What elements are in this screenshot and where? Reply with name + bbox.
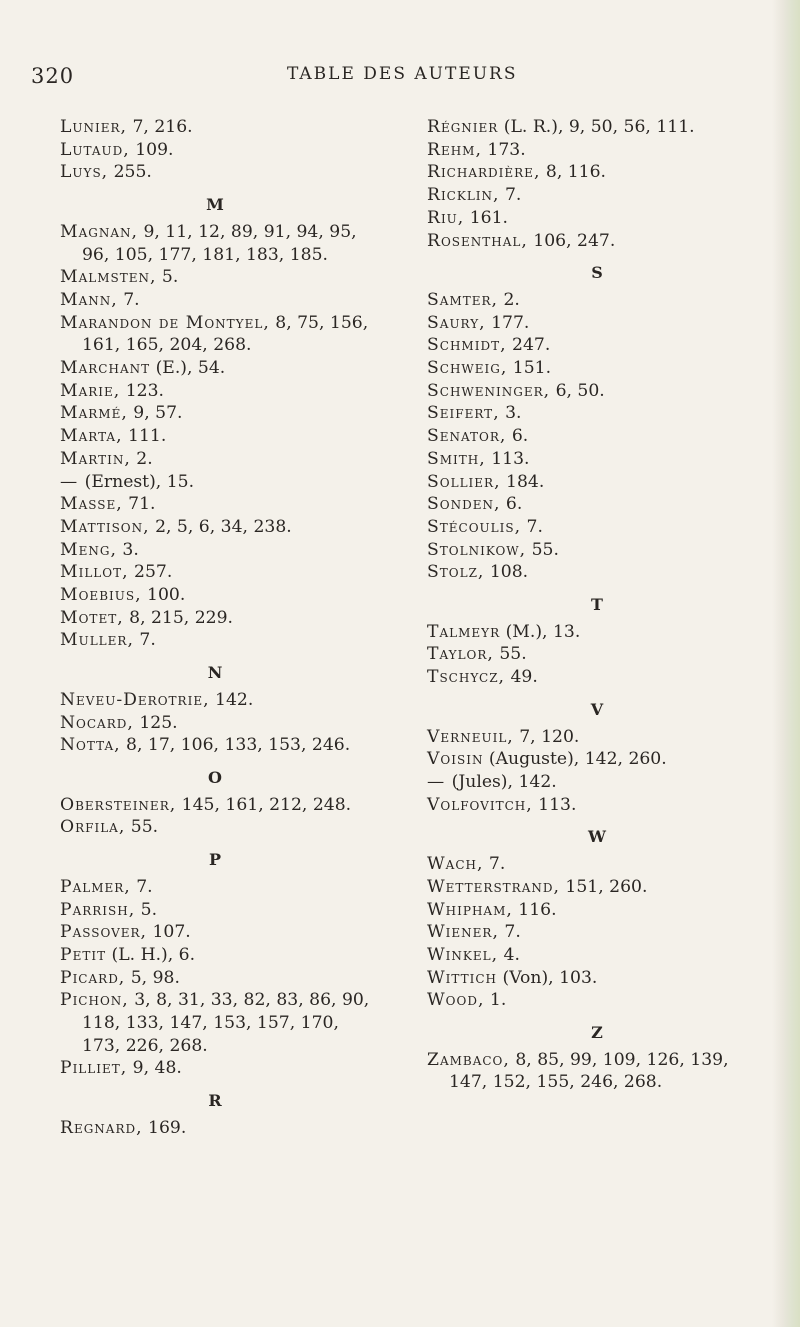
index-entry bbox=[60, 561, 370, 584]
page-references: 55. bbox=[526, 539, 559, 560]
author-name: Parrish, bbox=[60, 899, 136, 920]
section-letter: O bbox=[208, 767, 222, 787]
index-entry bbox=[60, 876, 370, 899]
author-name: — bbox=[427, 771, 452, 792]
index-entry bbox=[60, 921, 370, 944]
author-name: Regnard, bbox=[60, 1117, 143, 1138]
page-references: 3. bbox=[116, 539, 139, 560]
author-name: Wood, bbox=[427, 990, 485, 1011]
index-entry bbox=[60, 989, 370, 1057]
page-edge bbox=[772, 0, 800, 1327]
index-entry bbox=[60, 584, 370, 607]
index-entry bbox=[60, 816, 370, 839]
author-name: Senator, bbox=[427, 426, 507, 447]
author-name: Riu, bbox=[427, 207, 465, 228]
index-entry bbox=[60, 425, 370, 448]
page-references: 9, 57. bbox=[127, 403, 183, 424]
index-entry bbox=[427, 771, 767, 794]
index-entry bbox=[427, 207, 767, 230]
section-letter: W bbox=[588, 827, 606, 847]
index-entry bbox=[427, 448, 767, 471]
index-entry bbox=[60, 899, 370, 922]
page-references: 257. bbox=[128, 562, 173, 583]
page-references: 107. bbox=[147, 922, 191, 943]
page-references: 7. bbox=[133, 630, 156, 651]
author-name: Stolz, bbox=[427, 562, 485, 583]
author-name: Lutaud, bbox=[60, 139, 130, 160]
index-entry bbox=[427, 989, 767, 1012]
index-entry bbox=[60, 139, 370, 162]
page-references: 7. bbox=[499, 185, 522, 206]
author-name: Wittich bbox=[427, 967, 498, 988]
index-entry bbox=[427, 425, 767, 448]
author-name: Obersteiner, bbox=[60, 794, 177, 815]
author-name: Motet, bbox=[60, 607, 124, 628]
author-name: Ricklin, bbox=[427, 185, 500, 206]
page-references: 5. bbox=[135, 899, 158, 920]
page-references: 8, 17, 106, 133, 153, 246. bbox=[120, 735, 351, 756]
page-references: 7. bbox=[498, 922, 521, 943]
author-name: Petit bbox=[60, 944, 107, 965]
section-letter: T bbox=[591, 595, 603, 615]
index-entry bbox=[427, 967, 767, 990]
index-entry bbox=[427, 1049, 767, 1094]
author-name: Richardière, bbox=[427, 162, 541, 183]
author-name: Rosenthal, bbox=[427, 230, 528, 251]
author-name: Millot, bbox=[60, 562, 129, 583]
author-name: Tschycz, bbox=[427, 667, 506, 688]
index-entry bbox=[427, 561, 767, 584]
index-entry bbox=[60, 539, 370, 562]
index-column-right bbox=[427, 116, 767, 1094]
index-entry bbox=[60, 312, 370, 357]
author-name: Lunier, bbox=[60, 117, 128, 137]
page-references: 71. bbox=[122, 494, 156, 515]
page-references: 6, 50. bbox=[550, 380, 605, 401]
author-name: Stécoulis, bbox=[427, 516, 522, 537]
page-references: (M.), 13. bbox=[500, 621, 581, 642]
author-name: Régnier bbox=[427, 117, 499, 137]
index-entry bbox=[60, 734, 370, 757]
index-entry bbox=[60, 944, 370, 967]
section-letter: N bbox=[207, 663, 223, 683]
author-name: Sonden, bbox=[427, 494, 501, 515]
page-references: 145, 161, 212, 248. bbox=[176, 794, 352, 815]
author-name: Pichon, bbox=[60, 990, 129, 1011]
author-name: Neveu-Derotrie, bbox=[60, 689, 210, 710]
index-entry bbox=[60, 289, 370, 312]
page-references: 113. bbox=[485, 448, 530, 469]
author-name: Stolnikow, bbox=[427, 539, 527, 560]
page-references: 55. bbox=[493, 644, 527, 665]
page-references: 106, 247. bbox=[527, 230, 616, 251]
author-name: Marchant bbox=[60, 358, 151, 379]
index-entry bbox=[60, 1057, 370, 1080]
page-number: 320 bbox=[31, 64, 75, 88]
page-references: 169. bbox=[142, 1117, 187, 1138]
page-references: 3. bbox=[499, 403, 522, 424]
author-name: Schweninger, bbox=[427, 380, 551, 401]
page-references: 116. bbox=[512, 899, 557, 920]
page-references: 6. bbox=[500, 494, 523, 515]
page-references: 7. bbox=[483, 854, 506, 875]
page-references: (E.), 54. bbox=[150, 358, 226, 379]
section-letter: S bbox=[591, 263, 603, 283]
index-entry bbox=[427, 539, 767, 562]
index-entry bbox=[427, 139, 767, 162]
page-references: 111. bbox=[122, 426, 167, 447]
author-name: Smith, bbox=[427, 448, 486, 469]
index-entry bbox=[60, 689, 370, 712]
section-letter: P bbox=[208, 850, 222, 870]
running-head: TABLE DES AUTEURS bbox=[287, 64, 518, 84]
index-entry bbox=[427, 726, 767, 749]
author-name: Moebius, bbox=[60, 585, 142, 606]
author-name: Mattison, bbox=[60, 516, 150, 537]
author-name: Schmidt, bbox=[427, 335, 507, 356]
index-entry bbox=[427, 312, 767, 335]
author-name: Nocard, bbox=[60, 712, 134, 733]
index-entry bbox=[60, 402, 370, 425]
index-column-left bbox=[60, 116, 370, 1140]
index-entry bbox=[60, 516, 370, 539]
author-name: Wetterstrand, bbox=[427, 876, 560, 897]
page-references: 177. bbox=[485, 312, 530, 333]
author-name: Seifert, bbox=[427, 403, 500, 424]
index-entry bbox=[427, 876, 767, 899]
author-name: Voisin bbox=[427, 749, 484, 770]
section-letter: Z bbox=[591, 1023, 603, 1043]
index-entry bbox=[427, 621, 767, 644]
author-name: Muller, bbox=[60, 630, 134, 651]
index-entry bbox=[60, 1117, 370, 1140]
page-references: 8, 85, 99, 109, 126, 139, 147, 152, 155, 246, 268. bbox=[449, 1049, 729, 1093]
index-entry bbox=[60, 448, 370, 471]
author-name: Rehm, bbox=[427, 139, 482, 160]
page-references: 8, 215, 229. bbox=[123, 607, 233, 628]
index-entry bbox=[60, 380, 370, 403]
author-name: Schweig, bbox=[427, 358, 508, 379]
index-entry bbox=[427, 899, 767, 922]
page-references: 7, 216. bbox=[127, 117, 193, 137]
index-entry bbox=[427, 666, 767, 689]
page-references: 8, 75, 156, 161, 165, 204, 268. bbox=[82, 312, 369, 356]
index-entry bbox=[427, 184, 767, 207]
author-name: Marta, bbox=[60, 426, 123, 447]
author-name: Malmsten, bbox=[60, 267, 157, 288]
page-references: 9, 11, 12, 89, 91, 94, 95, 96, 105, 177, 181, 183, 185. bbox=[82, 221, 357, 265]
index-entry bbox=[427, 471, 767, 494]
index-entry bbox=[427, 921, 767, 944]
author-name: Wach, bbox=[427, 854, 484, 875]
page-references: 113. bbox=[532, 794, 577, 815]
page-references: (Von), 103. bbox=[497, 967, 598, 988]
page-references: 184. bbox=[500, 471, 545, 492]
index-entry bbox=[427, 643, 767, 666]
page-references: 100. bbox=[141, 585, 186, 606]
index-entry bbox=[427, 493, 767, 516]
index-entry bbox=[427, 161, 767, 184]
author-name: Magnan, bbox=[60, 221, 138, 242]
author-name: Marmé, bbox=[60, 403, 128, 424]
page-references: 7, 120. bbox=[513, 726, 580, 747]
page-references: 7. bbox=[521, 516, 543, 537]
index-entry bbox=[60, 357, 370, 380]
page-references: 173. bbox=[481, 139, 526, 160]
author-name: Talmeyr bbox=[427, 621, 501, 642]
page-references: (Ernest), 15. bbox=[84, 471, 195, 492]
author-name: Luys, bbox=[60, 162, 109, 183]
page-references: 55. bbox=[125, 817, 159, 838]
page-references: 255. bbox=[108, 162, 152, 183]
index-entry bbox=[427, 116, 767, 139]
page-references: 109. bbox=[129, 139, 174, 160]
author-name: Mann, bbox=[60, 289, 118, 310]
author-name: Masse, bbox=[60, 494, 123, 515]
page-references: 8, 116. bbox=[540, 162, 607, 183]
index-entry bbox=[427, 748, 767, 771]
author-name: Whipham, bbox=[427, 899, 513, 920]
index-entry bbox=[60, 967, 370, 990]
index-entry bbox=[427, 380, 767, 403]
index-entry bbox=[427, 357, 767, 380]
author-name: — bbox=[60, 471, 85, 492]
page-references: (Auguste), 142, 260. bbox=[483, 749, 667, 770]
index-entry bbox=[427, 230, 767, 253]
author-name: Wiener, bbox=[427, 922, 499, 943]
page-references: 247. bbox=[506, 335, 551, 356]
author-name: Marie, bbox=[60, 380, 121, 401]
page-references: (Jules), 142. bbox=[451, 771, 557, 792]
page-references: 142. bbox=[209, 689, 254, 710]
page-references: 1. bbox=[484, 990, 507, 1011]
section-letter: R bbox=[208, 1091, 222, 1111]
index-entry bbox=[60, 471, 370, 494]
index-entry bbox=[427, 289, 767, 312]
index-entry bbox=[427, 516, 767, 539]
index-entry bbox=[60, 161, 370, 184]
page-references: (L. H.), 6. bbox=[106, 944, 196, 965]
page-references: 161. bbox=[464, 207, 508, 228]
index-entry bbox=[60, 266, 370, 289]
index-entry bbox=[427, 794, 767, 817]
page-references: 2. bbox=[498, 289, 520, 310]
author-name: Volfovitch, bbox=[427, 794, 533, 815]
author-name: Taylor, bbox=[427, 644, 494, 665]
index-entry bbox=[60, 607, 370, 630]
index-entry bbox=[60, 221, 370, 266]
page-references: 151, 260. bbox=[559, 876, 648, 897]
author-name: Marandon de Montyel, bbox=[60, 312, 270, 333]
author-name: Zambaco, bbox=[427, 1049, 510, 1070]
page-references: 2, 5, 6, 34, 238. bbox=[149, 516, 292, 537]
author-name: Samter, bbox=[427, 289, 498, 310]
author-name: Saury, bbox=[427, 312, 486, 333]
author-name: Palmer, bbox=[60, 876, 131, 897]
page-references: 7. bbox=[117, 289, 140, 310]
page-references: 6. bbox=[506, 426, 529, 447]
author-name: Meng, bbox=[60, 539, 117, 560]
index-entry bbox=[427, 402, 767, 425]
index-entry bbox=[427, 853, 767, 876]
page-references: 4. bbox=[498, 944, 520, 965]
page-references: 5, 98. bbox=[125, 967, 180, 988]
index-entry bbox=[60, 712, 370, 735]
author-name: Orfila, bbox=[60, 817, 126, 838]
author-name: Winkel, bbox=[427, 944, 499, 965]
author-name: Notta, bbox=[60, 735, 121, 756]
page-references: 9, 48. bbox=[127, 1058, 182, 1079]
page-references: 2. bbox=[130, 448, 153, 469]
author-name: Passover, bbox=[60, 922, 148, 943]
author-name: Verneuil, bbox=[427, 726, 514, 747]
page-references: 123. bbox=[120, 380, 164, 401]
page-references: 49. bbox=[505, 667, 538, 688]
author-name: Sollier, bbox=[427, 471, 501, 492]
page-references: 151. bbox=[507, 358, 552, 379]
index-entry bbox=[60, 493, 370, 516]
author-name: Picard, bbox=[60, 967, 126, 988]
page-references: 125. bbox=[133, 712, 178, 733]
page-references: 3, 8, 31, 33, 82, 83, 86, 90, 118, 133, 147, 153, 157, 170, 173, 226, 268. bbox=[82, 990, 370, 1056]
page-references: 7. bbox=[130, 876, 153, 897]
author-name: Pilliet, bbox=[60, 1058, 128, 1079]
author-name: Martin, bbox=[60, 448, 131, 469]
page-references: 108. bbox=[484, 562, 529, 583]
index-entry bbox=[60, 116, 370, 139]
index-entry bbox=[60, 794, 370, 817]
page-references: (L. R.), 9, 50, 56, 111. bbox=[498, 117, 695, 137]
page-references: 5. bbox=[156, 267, 179, 288]
index-entry bbox=[60, 629, 370, 652]
index-entry bbox=[427, 944, 767, 967]
section-letter: M bbox=[206, 195, 224, 215]
section-letter: V bbox=[590, 699, 604, 719]
index-entry bbox=[427, 334, 767, 357]
